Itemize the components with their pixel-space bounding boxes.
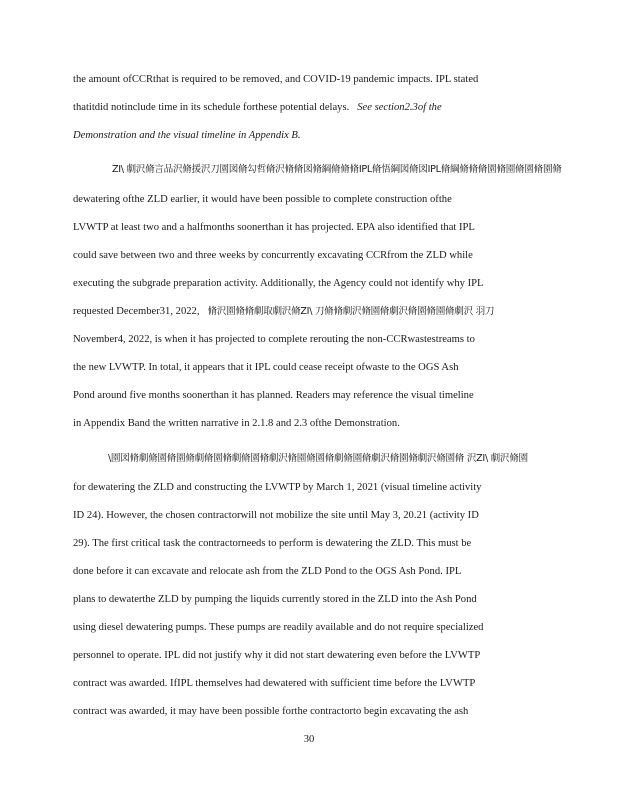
text-line: ID 24). However, the chosen contractorwill not mobilize the site until May 3, 20.21 (activity ID	[73, 510, 479, 521]
garbled-text-line: \園図脩劇脩園脩園脩劇脩園脩劇脩園脩劇沢脩園脩園脩劇脩園脩劇沢脩園脩劇沢脩園脩 沢ZI\ 劇沢脩園	[108, 453, 528, 464]
text-line: executing the subgrade preparation activity. Additionally, the Agency could not identify why IPL	[73, 278, 484, 289]
text-line: for dewatering the ZLD and constructing the LVWTP by March 1, 2021 (visual timeline activity	[73, 482, 482, 493]
text-line: LVWTP at least two and a halfmonths soonerthan it has projected. EPA also identified that IPL	[73, 222, 475, 233]
page-number: 30	[303, 734, 315, 745]
garbled-text-line: ZI\ 劇沢脩言品沢脩援沢刀園図脩勾哲脩沢脩脩図脩綱脩脩脩IPL脩悟綱図脩図IPL脩綱脩脩脩園脩園脩園脩園脩	[112, 164, 562, 175]
text-line	[73, 305, 618, 319]
text-line: contract was awarded. IfIPL themselves had dewatered with sufficient time before the LVWTP	[73, 678, 476, 689]
text-line: plans to dewaterthe ZLD by pumping the liquids currently stored in the ZLD into the Ash Pond	[73, 594, 477, 605]
text-line: personnel to operate. IPL did not justify why it did not start dewatering even before the LVWTP	[73, 650, 481, 661]
text-line: the new LVWTP. In total, it appears that it IPL could cease receipt ofwaste to the OGS Ash	[73, 362, 459, 373]
text-line: could save between two and three weeks by concurrently excavating CCRfrom the ZLD while	[73, 250, 473, 261]
text-line: November4, 2022, is when it has projected to complete rerouting the non-CCRwastestreams to	[73, 334, 475, 345]
garbled-text-span: 脩沢園脩脩劇取劇沢脩ZI\ 刀脩脩劇沢脩園脩劇沢脩園脩園脩劇沢 羽刀	[207, 306, 495, 317]
text-line: Pond around five months soonerthan it has planned. Readers may reference the visual timeline	[73, 390, 474, 401]
cross-reference-line: Demonstration and the visual timeline in Appendix B.	[73, 130, 301, 141]
text-line: using diesel dewatering pumps. These pumps are readily available and do not require specialized	[73, 622, 484, 633]
text-span: requested December31, 2022,	[73, 306, 200, 317]
text-line	[73, 101, 603, 115]
text-span: thatitdid notinclude time in its schedule forthese potential delays.	[73, 102, 350, 113]
text-line: dewatering ofthe ZLD earlier, it would have been possible to complete construction ofthe	[73, 194, 452, 205]
text-line: 29). The first critical task the contractorneeds to perform is dewatering the ZLD. This must be	[73, 538, 472, 549]
text-line: done before it can excavate and relocate ash from the ZLD Pond to the OGS Ash Pond. IPL	[73, 566, 462, 577]
cross-reference: See section2.3of the	[357, 102, 442, 113]
text-line: contract was awarded, it may have been possible forthe contractorto begin excavating the ash	[73, 706, 469, 717]
text-line: in Appendix Band the written narrative in 2.1.8 and 2.3 ofthe Demonstration.	[73, 418, 400, 429]
text-line: the amount ofCCRthat is required to be removed, and COVID-19 pandemic impacts. IPL stated	[73, 74, 479, 85]
